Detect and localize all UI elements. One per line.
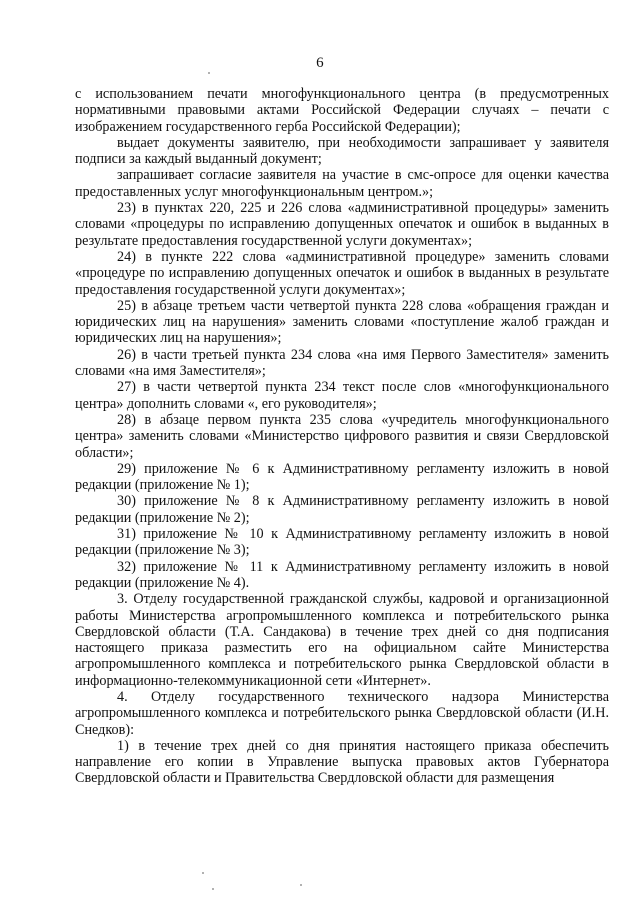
paragraph: 28) в абзаце первом пункта 235 слова «учредитель многофункционального центра» заменить словами «Министерство цифрового развития и связи Свердловской области»; [75, 411, 609, 461]
page-number: 6 [316, 55, 324, 71]
paragraph: 4. Отделу государственного технического надзора Министерства агропромышленного комплекса и потребительского рынка Свердловской области (И.Н. Снедков): [75, 688, 609, 738]
scan-speck [208, 72, 210, 74]
paragraph: 24) в пункте 222 слова «административной процедуре» заменить словами «процедуре по исправлению допущенных опечаток и ошибок в выданных в результате предоставления государственной услуги документах»; [75, 248, 609, 298]
paragraph: 25) в абзаце третьем части четвертой пункта 228 слова «обращения граждан и юридических лиц на нарушения» заменить словами «поступление жалоб граждан и юридических лиц на нарушения»; [75, 297, 609, 347]
scan-speck [212, 888, 214, 890]
document-body [75, 86, 609, 787]
scan-speck [202, 872, 204, 874]
paragraph: 29) приложение № 6 к Административному регламенту изложить в новой редакции (приложение № 1); [75, 460, 609, 494]
paragraph: 32) приложение № 11 к Административному регламенту изложить в новой редакции (приложение № 4). [75, 558, 609, 591]
paragraph: запрашивает согласие заявителя на участие в смс-опросе для оценки качества предоставленных услуг многофункциональным центром.»; [75, 167, 609, 200]
paragraph: 3. Отделу государственной гражданской службы, кадровой и организационной работы Министерства агропромышленного комплекса и потребительского рынка Свердловской области (Т.А. Сандакова) в течение трех дней со дня подписания настоящего приказа разместить его на официальном сайте Министерства агропромышленного комплекса и потребительского рынка Свердловской области в информационно-телекоммуникационной сети «Интернет». [75, 591, 609, 689]
paragraph: с использованием печати многофункционального центра (в предусмотренных нормативными правовыми актами Российской Федерации случаях – печати с изображением государственного герба Российской Федерации); [75, 86, 609, 135]
paragraph: 30) приложение № 8 к Административному регламенту изложить в новой редакции (приложение № 2); [75, 493, 609, 526]
paragraph: 27) в части четвертой пункта 234 текст после слов «многофункционального центра» дополнить словами «, его руководителя»; [75, 379, 609, 412]
paragraph: 31) приложение № 10 к Административному регламенту изложить в новой редакции (приложение № 3); [75, 526, 609, 559]
paragraph: 26) в части третьей пункта 234 слова «на имя Первого Заместителя» заменить словами «на имя Заместителя»; [75, 346, 609, 380]
paragraph: выдает документы заявителю, при необходимости запрашивает у заявителя подписи за каждый выданный документ; [75, 134, 609, 168]
paragraph: 23) в пунктах 220, 225 и 226 слова «административной процедуры» заменить словами «процедуры по исправлению допущенных опечаток и ошибок в выданных в результате предоставления государственной услуги документах»; [75, 200, 609, 249]
paragraph: 1) в течение трех дней со дня принятия настоящего приказа обеспечить направление его копии в Управление выпуска правовых актов Губернатора Свердловской области и Правительства Свердловской области для размещения [75, 737, 609, 787]
scan-speck [300, 884, 302, 886]
